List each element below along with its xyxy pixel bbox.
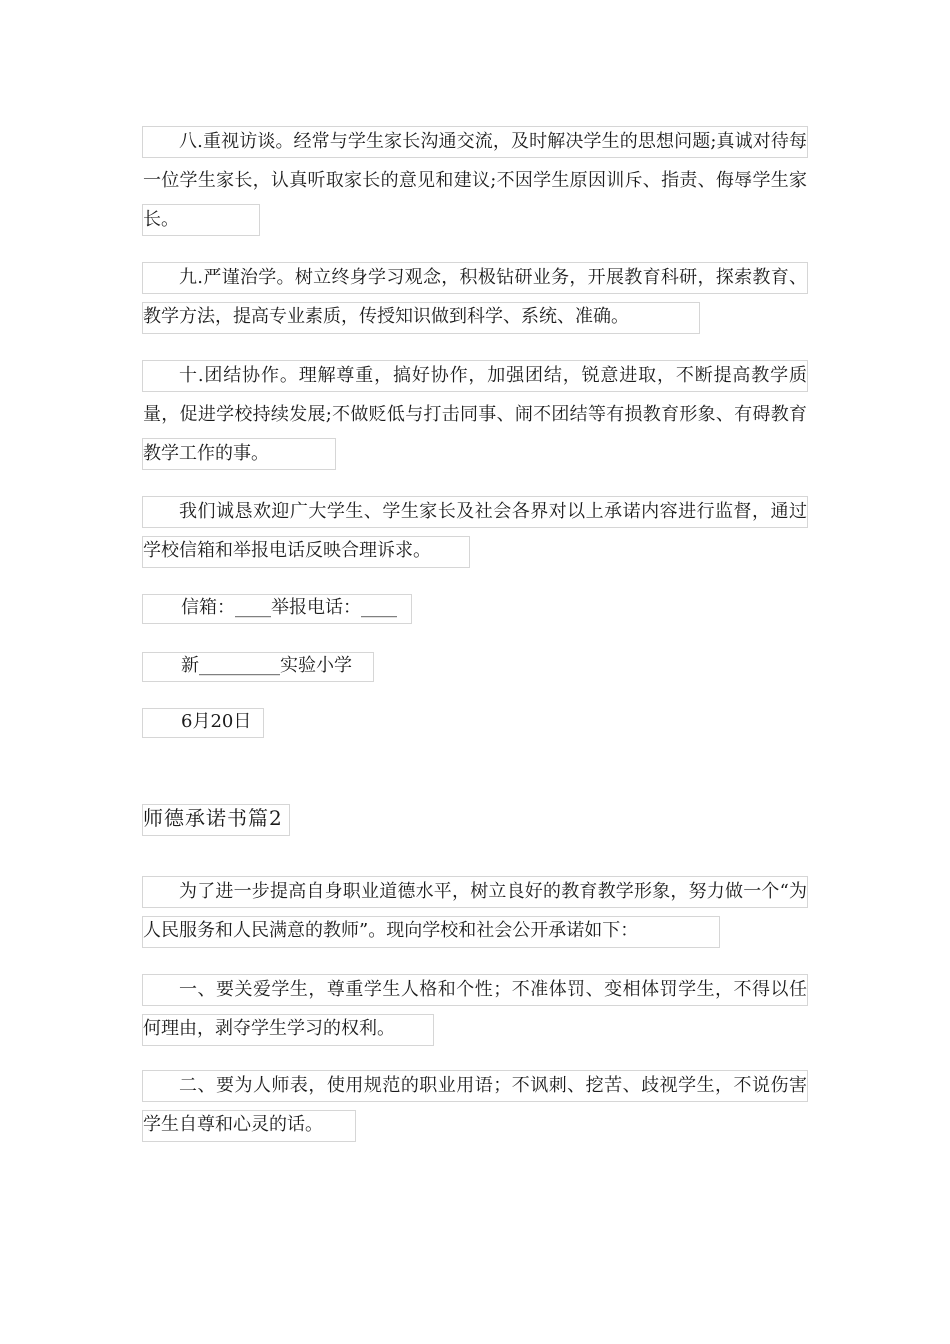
school-text: 新_________实验小学	[181, 655, 352, 676]
paragraph-ten: 十.团结协作。理解尊重，搞好协作，加强团结，锐意进取，不断提高教学质量，促进学校持续发展;不做贬低与打击同事、闹不团结等有损教育形象、有碍教育教学工作的事。	[143, 365, 807, 464]
school-line	[143, 648, 352, 684]
paragraph-welcome: 我们诚恳欢迎广大学生、学生家长及社会各界对以上承诺内容进行监督，通过学校信箱和举报电话反映合理诉求。	[143, 501, 807, 561]
date-text: 6月20日	[181, 711, 252, 732]
commitment-item-one: 一、要关爱学生，尊重学生人格和个性；不准体罚、变相体罚学生，不得以任何理由，剥夺学生学习的权利。	[143, 979, 807, 1039]
date-line	[143, 704, 251, 740]
mailbox-text: 信箱：____举报电话：____	[181, 597, 397, 618]
intro-paragraph: 为了进一步提高自身职业道德水平，树立良好的教育教学形象，努力做一个“为人民服务和人民满意的教师”。现向学校和社会公开承诺如下：	[143, 881, 807, 941]
section-heading: 师德承诺书篇2	[143, 806, 283, 830]
mailbox-line	[143, 590, 397, 626]
paragraph-nine: 九.严谨治学。树立终身学习观念，积极钻研业务，开展教育科研，探索教育、教学方法，提高专业素质，传授知识做到科学、系统、准确。	[143, 267, 807, 327]
commitment-item-two: 二、要为人师表，使用规范的职业用语；不讽刺、挖苦、歧视学生，不说伤害学生自尊和心灵的话。	[143, 1075, 807, 1135]
paragraph-eight: 八.重视访谈。经常与学生家长沟通交流，及时解决学生的思想问题;真诚对待每一位学生家长，认真听取家长的意见和建议;不因学生原因训斥、指责、侮辱学生家长。	[143, 131, 807, 230]
